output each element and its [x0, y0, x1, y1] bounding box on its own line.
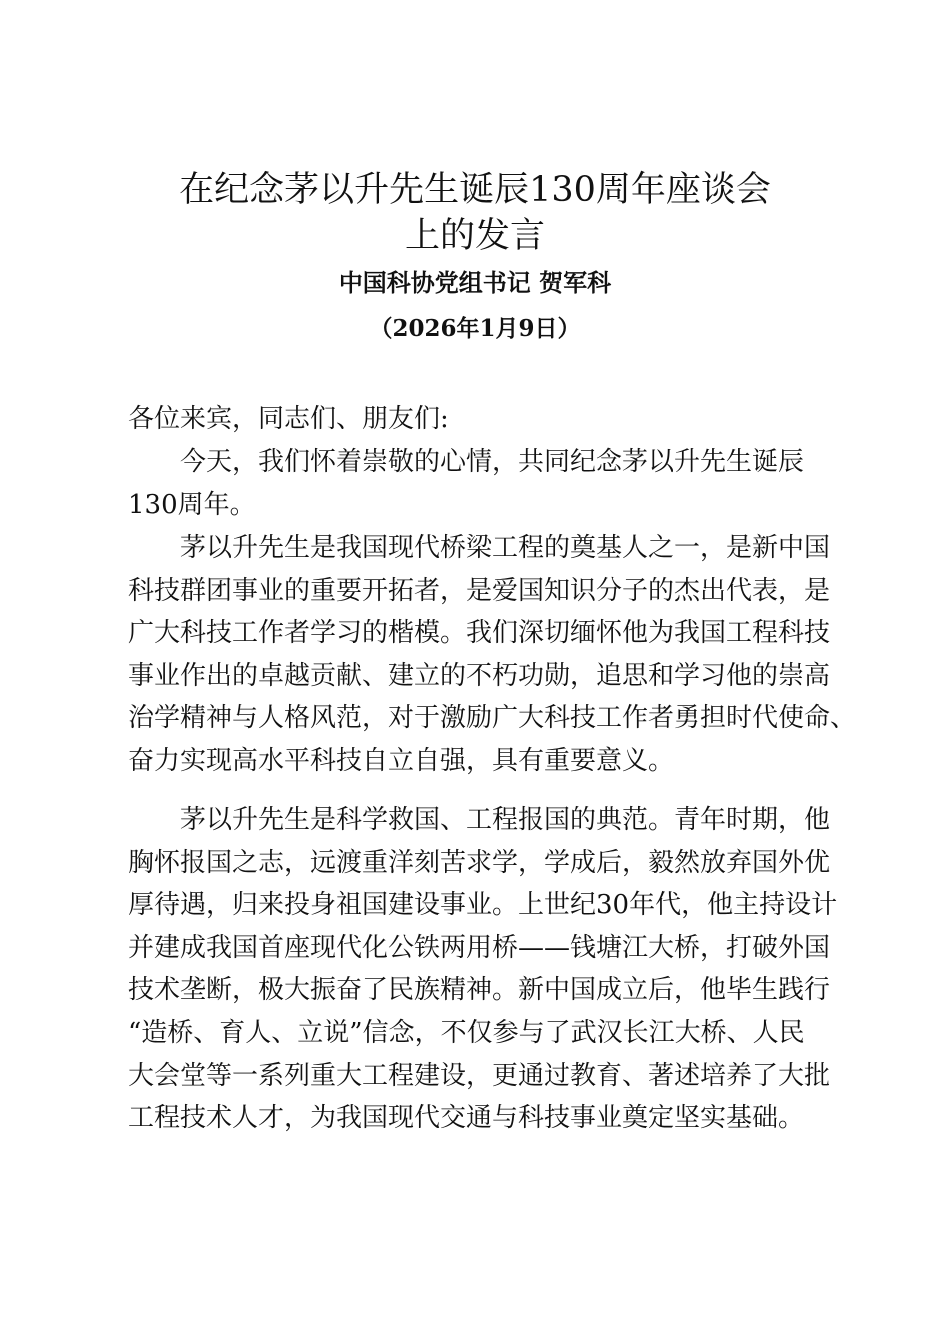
salutation: 各位来宾，同志们、朋友们:	[128, 404, 449, 434]
author-line: 中国科协党组书记 贺军科	[338, 268, 612, 297]
paragraph-line: 厚待遇，归来投身祖国建设事业。上世纪30年代，他主持设计	[128, 890, 838, 921]
paragraph-line: 今天，我们怀着崇敬的心情，共同纪念茅以升先生诞辰	[180, 447, 805, 477]
paragraph-line: 胸怀报国之志，远渡重洋刻苦求学，学成后，毅然放弃国外优	[128, 847, 831, 878]
paragraph-line: 130周年。	[128, 489, 256, 520]
paragraph-1	[128, 441, 830, 526]
paragraph-line: 事业作出的卓越贡献、建立的不朽功勋，追思和学习他的崇高	[128, 660, 831, 691]
document-title-line-1: 在纪念茅以升先生诞辰130周年座谈会	[179, 170, 771, 210]
paragraph-line: 广大科技工作者学习的楷模。我们深切缅怀他为我国工程科技	[128, 618, 831, 649]
paragraph-line: “造桥、育人、立说”信念，不仅参与了武汉长江大桥、人民	[128, 1017, 805, 1048]
document-title-line-2: 上的发言	[404, 216, 545, 256]
paragraph-3	[128, 799, 838, 1140]
paragraph-2	[128, 527, 857, 783]
paragraph-line: 并建成我国首座现代化公铁两用桥——钱塘江大桥，打破外国	[128, 932, 831, 963]
paragraph-line: 科技群团事业的重要开拓者，是爱国知识分子的杰出代表，是	[128, 575, 831, 606]
paragraph-line: 大会堂等一系列重大工程建设，更通过教育、著述培养了大批	[128, 1060, 831, 1091]
paragraph-line: 技术垄断，极大振奋了民族精神。新中国成立后，他毕生践行	[128, 975, 831, 1006]
paragraph-line: 治学精神与人格风范，对于激励广大科技工作者勇担时代使命、	[128, 703, 857, 734]
paragraph-line: 奋力实现高水平科技自立自强，具有重要意义。	[128, 745, 675, 776]
date-line: （2026年1月9日）	[369, 315, 581, 342]
paragraph-line: 茅以升先生是我国现代桥梁工程的奠基人之一，是新中国	[180, 533, 831, 563]
paragraph-line: 工程技术人才，为我国现代交通与科技事业奠定坚实基础。	[128, 1103, 805, 1134]
paragraph-line: 茅以升先生是科学救国、工程报国的典范。青年时期，他	[180, 805, 831, 835]
